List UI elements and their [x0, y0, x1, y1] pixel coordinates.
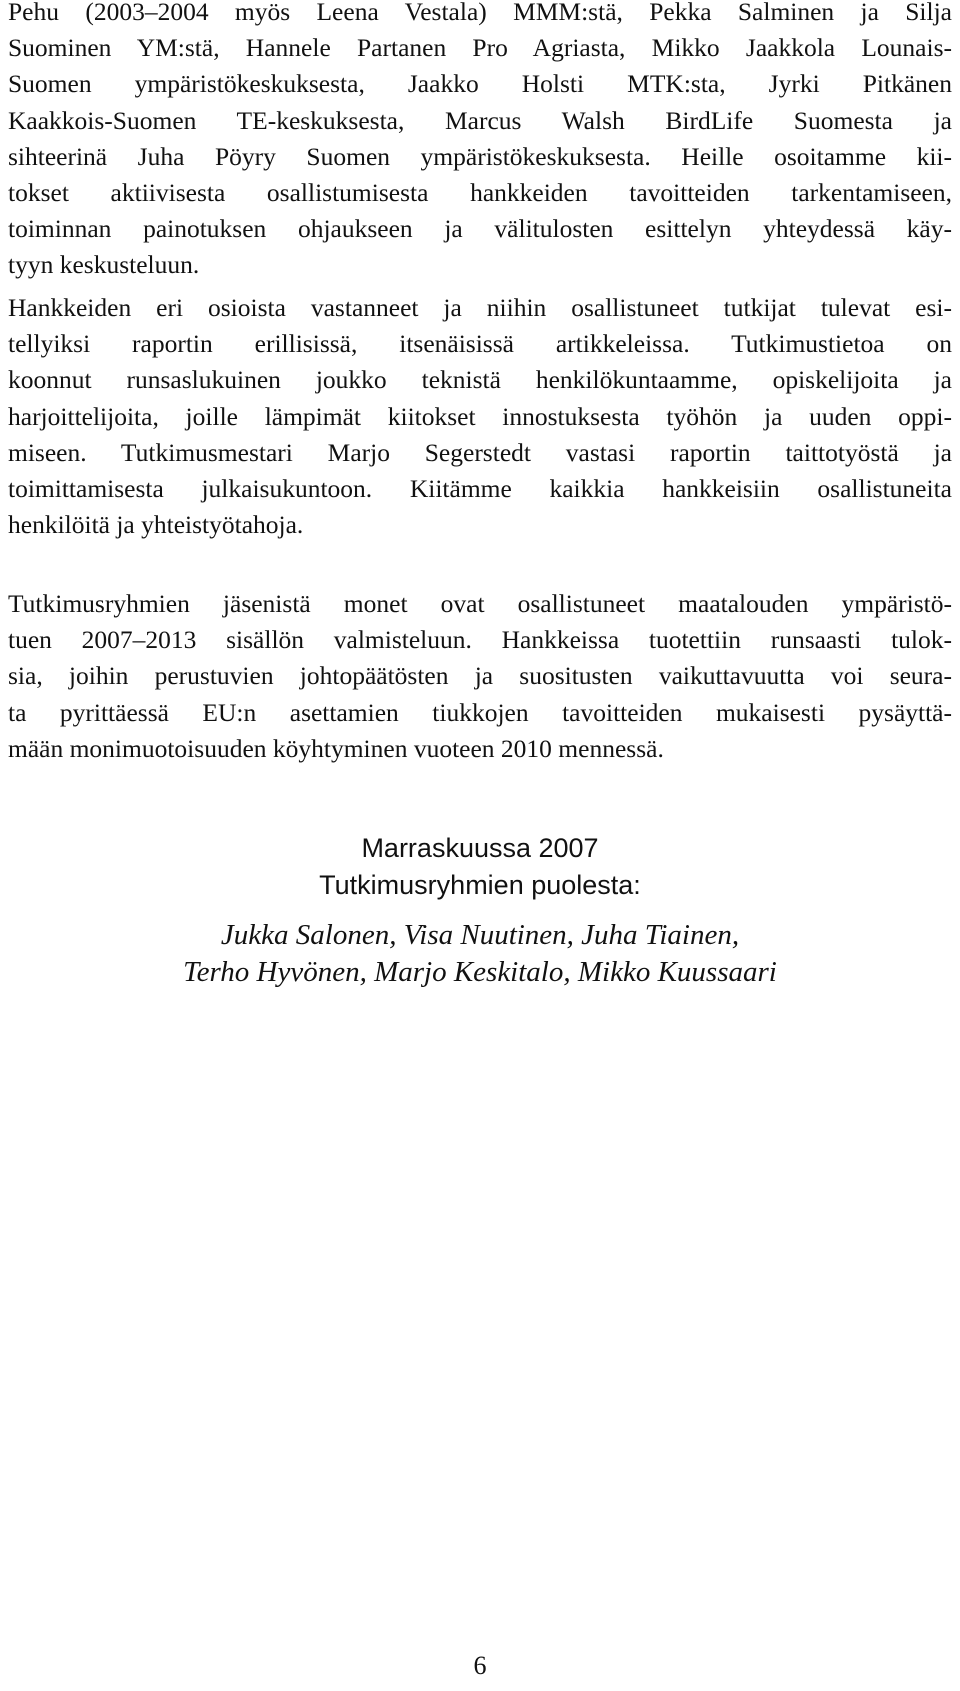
text-line: sia, joihin perustuvien johtopäätösten ja suositusten vaikuttavuutta voi seura- — [8, 661, 952, 691]
text-line: sihteerinä Juha Pöyry Suomen ympäristökeskuksesta. Heille osoitamme kii- — [8, 141, 952, 171]
closing-date: Marraskuussa 2007 — [361, 833, 599, 863]
text-line: ta pyrittäessä EU:n asettamien tiukkojen tavoitteiden mukaisesti pysäyttä- — [8, 697, 952, 727]
text-line: Suominen YM:stä, Hannele Partanen Pro Agriasta, Mikko Jaakkola Lounais- — [8, 33, 952, 63]
signatories-line-2: Terho Hyvönen, Marjo Keskitalo, Mikko Kuussaari — [183, 956, 777, 988]
text-line: Kaakkois-Suomen TE-keskuksesta, Marcus Walsh BirdLife Suomesta ja — [8, 105, 952, 135]
paragraph-results-impact — [8, 586, 952, 767]
text-line: toimittamisesta julkaisukuntoon. Kiitämme kaikkia hankkeisiin osallistuneita — [8, 474, 952, 504]
text-line: tyyn keskusteluun. — [8, 250, 200, 280]
page-number: 6 — [473, 1651, 487, 1680]
text-line: tokset aktiivisesta osallistumisesta hankkeiden tavoitteiden tarkentamiseen, — [8, 178, 952, 208]
closing-on-behalf: Tutkimusryhmien puolesta: — [319, 870, 641, 900]
text-line: Tutkimusryhmien jäsenistä monet ovat osallistuneet maatalouden ympäristö- — [8, 589, 952, 618]
text-line: Pehu (2003–2004 myös Leena Vestala) MMM:stä, Pekka Salminen ja Silja — [8, 0, 952, 26]
text-line: toiminnan painotuksen ohjaukseen ja välitulosten esittelyn yhteydessä käy- — [8, 214, 952, 244]
text-line: Suomen ympäristökeskuksesta, Jaakko Holsti MTK:sta, Jyrki Pitkänen — [8, 69, 952, 99]
text-line: koonnut runsaslukuinen joukko teknistä henkilökuntaamme, opiskelijoita ja — [8, 365, 952, 395]
paragraph-acknowledgements-steering-group — [8, 0, 952, 284]
text-line: tellyiksi raportin erillisissä, itsenäisissä artikkeleissa. Tutkimustietoa on — [8, 329, 952, 359]
text-line: mään monimuotoisuuden köyhtyminen vuoteen 2010 mennessä. — [8, 733, 664, 763]
text-line: miseen. Tutkimusmestari Marjo Segerstedt vastasi raportin taittotyöstä ja — [8, 437, 952, 467]
text-line: tuen 2007–2013 sisällön valmisteluun. Hankkeissa tuotettiin runsaasti tulok- — [8, 625, 952, 655]
text-line: Hankkeiden eri osioista vastanneet ja niihin osallistuneet tutkijat tulevat esi- — [8, 293, 952, 322]
paragraph-acknowledgements-staff — [8, 290, 952, 543]
text-line: harjoittelijoita, joille lämpimät kiitokset innostuksesta työhön ja uuden oppi- — [8, 401, 952, 431]
signatories-line-1: Jukka Salonen, Visa Nuutinen, Juha Tiainen, — [220, 919, 740, 951]
text-line: henkilöitä ja yhteistyötahoja. — [8, 510, 304, 540]
